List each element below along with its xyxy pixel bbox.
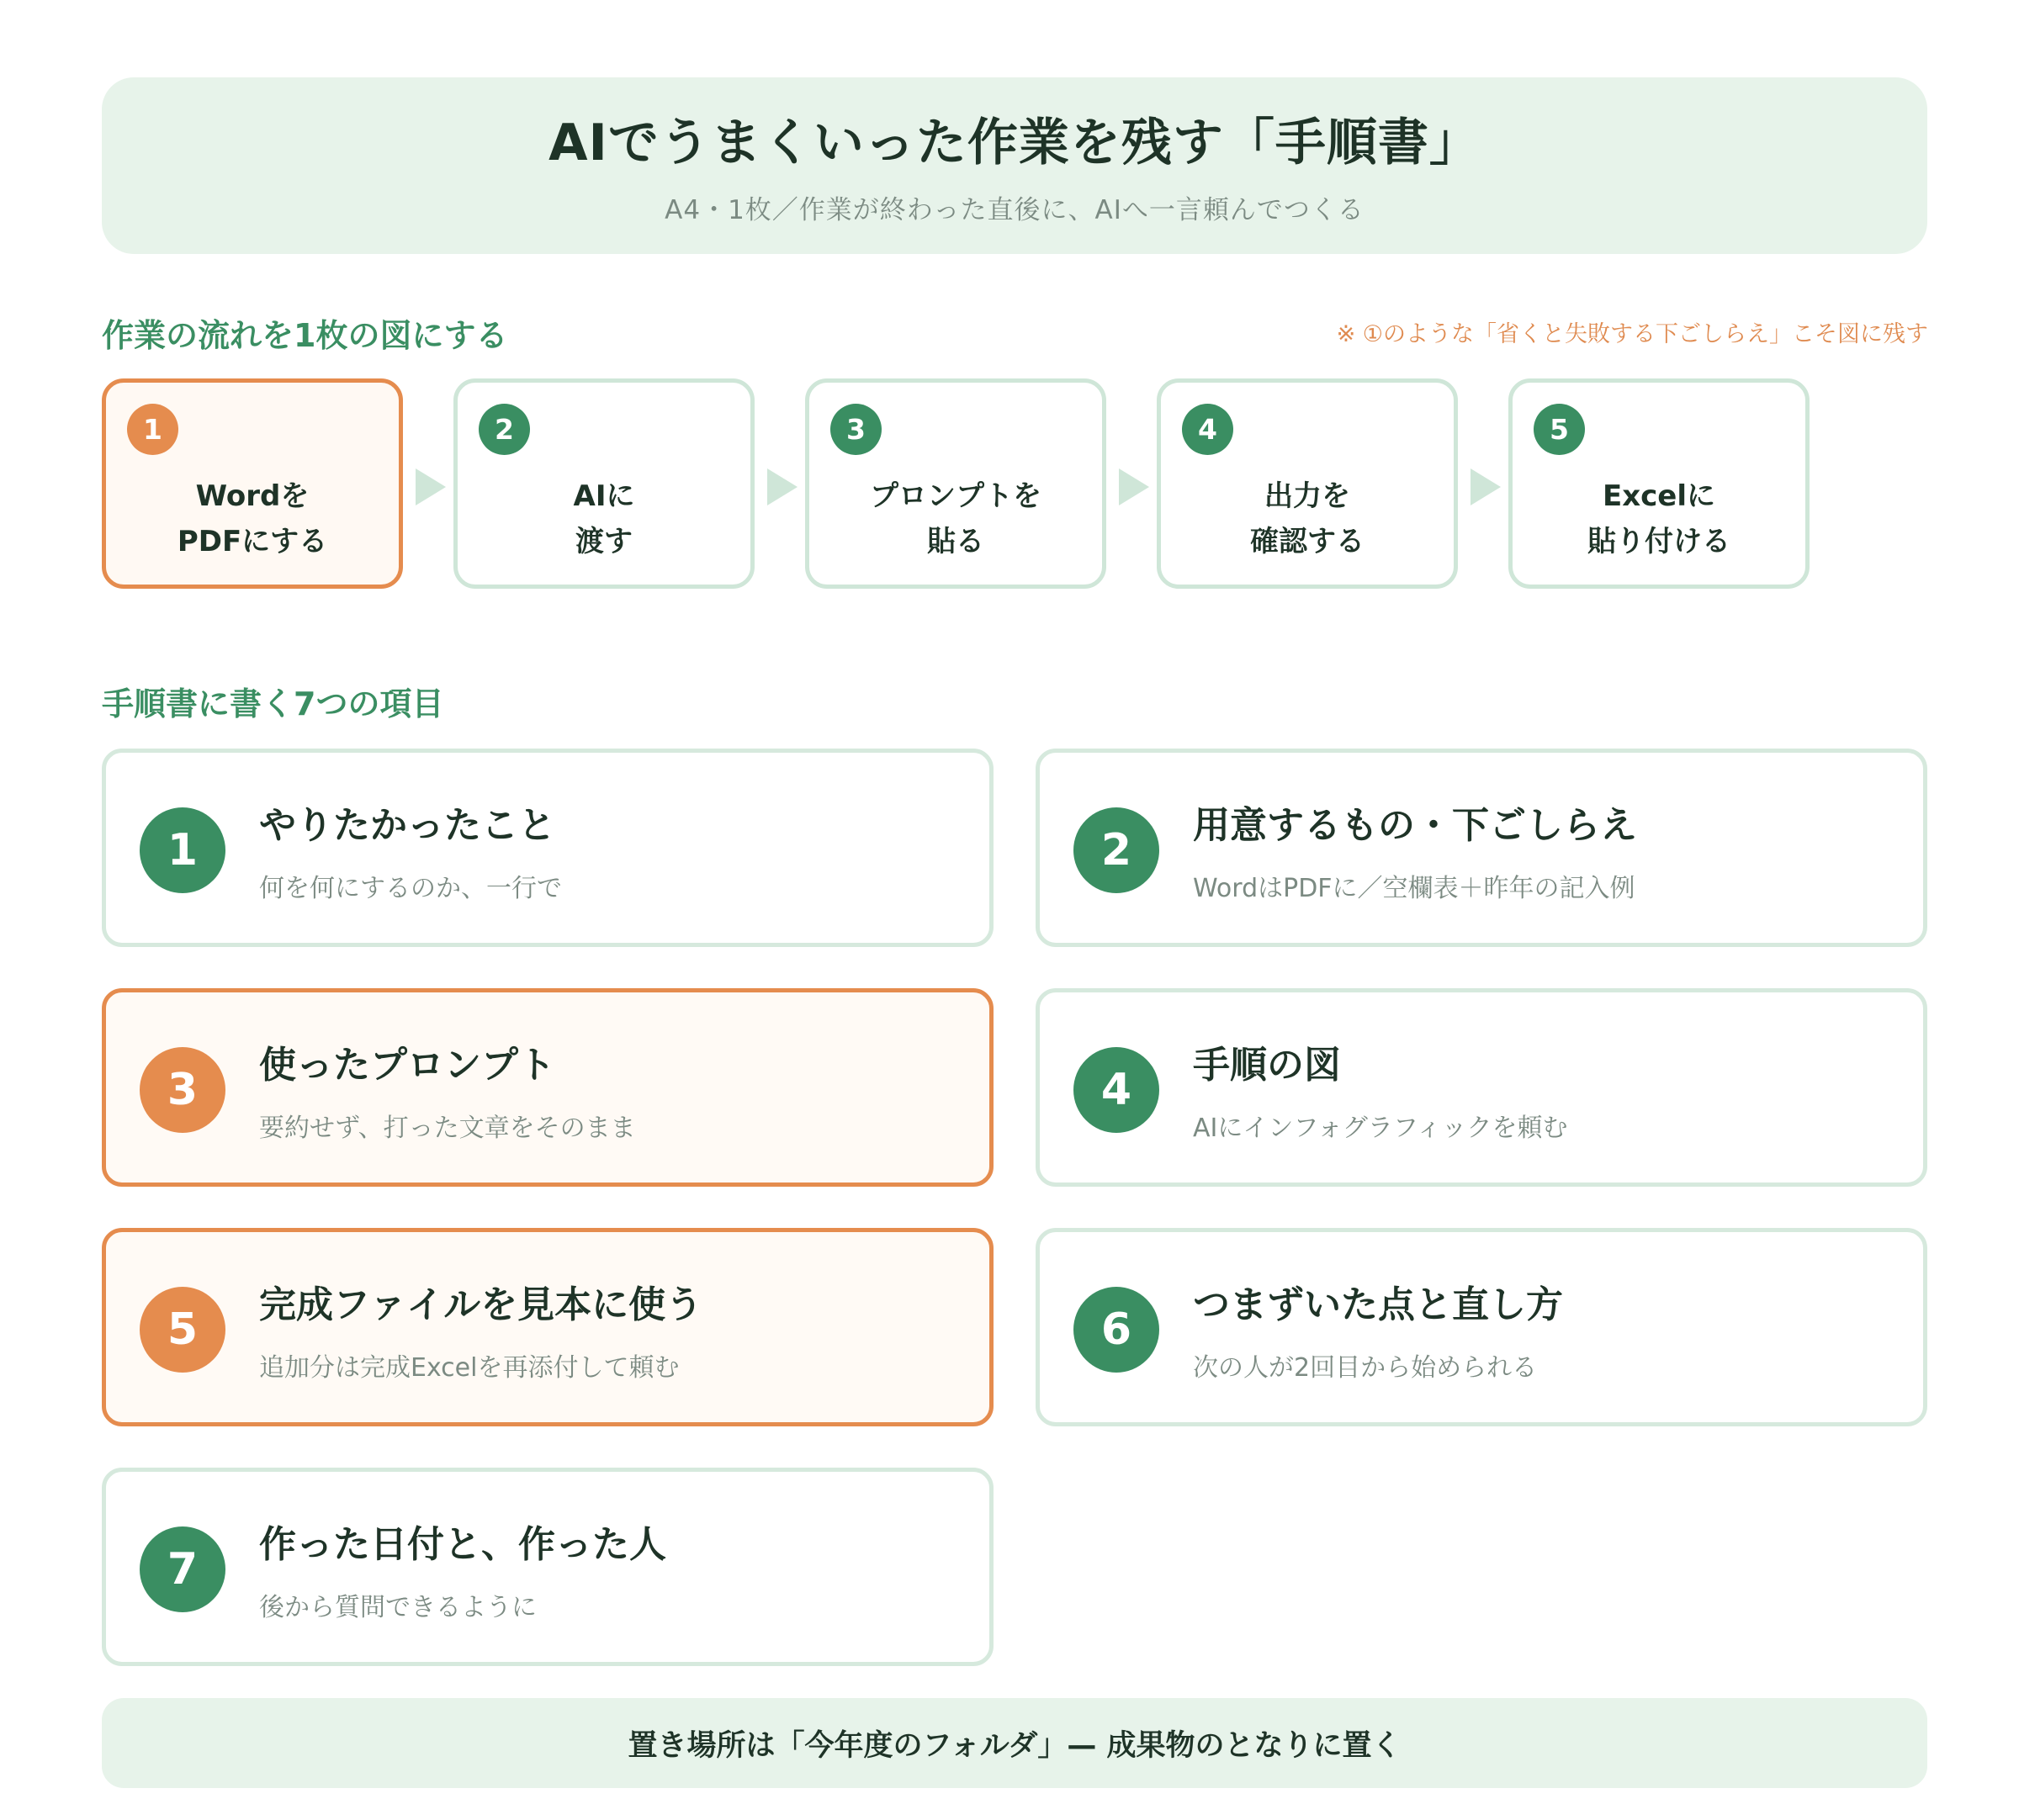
item-number-badge: 6 (1073, 1287, 1159, 1373)
item-number-badge: 2 (1073, 807, 1159, 893)
step-label-line2: 貼る (927, 525, 984, 558)
item-title: 作った日付と、作った人 (259, 1523, 666, 1566)
arrow-right-icon (1471, 468, 1501, 505)
item-number-badge: 4 (1073, 1047, 1159, 1133)
flow-section-title: 作業の流れを1枚の図にする (102, 317, 508, 354)
item-description: AIにインフォグラフィックを頼む (1193, 1114, 1568, 1143)
item-card-3 (102, 988, 994, 1187)
item-card-6 (1036, 1228, 1927, 1426)
step-label (106, 474, 399, 564)
footer-banner (102, 1698, 1927, 1788)
item-description: 何を何にするのか、一行で (259, 874, 562, 903)
item-card-7 (102, 1468, 994, 1666)
flow-step-1 (102, 378, 403, 589)
item-number-badge: 3 (140, 1047, 225, 1133)
step-number-badge: 3 (830, 404, 882, 455)
step-label-line1: 出力を (1264, 479, 1350, 513)
flow-step-2 (453, 378, 755, 589)
item-number-badge: 7 (140, 1526, 225, 1612)
item-number-badge: 5 (140, 1287, 225, 1373)
item-description: 後から質問できるように (259, 1593, 537, 1622)
step-number-badge: 4 (1182, 404, 1233, 455)
item-title: やりたかったこと (259, 804, 555, 847)
step-number-badge: 5 (1534, 404, 1585, 455)
step-label-line1: Wordを (195, 479, 310, 513)
flow-step-5 (1508, 378, 1810, 589)
item-card-4 (1036, 988, 1927, 1187)
step-label-line2: 貼り付ける (1587, 525, 1730, 558)
items-section-title: 手順書に書く7つの項目 (102, 685, 444, 722)
item-description: 追加分は完成Excelを再添付して頼む (259, 1353, 680, 1383)
arrow-right-icon (416, 468, 446, 505)
footer-text: 置き場所は「今年度のフォルダ」— 成果物のとなりに置く (628, 1728, 1402, 1763)
arrow-right-icon (767, 468, 798, 505)
step-label (458, 474, 750, 564)
flow-step-3 (805, 378, 1106, 589)
step-number-badge: 1 (127, 404, 178, 455)
step-label-line1: AIに (573, 479, 635, 513)
item-card-1 (102, 749, 994, 947)
item-description: 要約せず、打った文章をそのまま (259, 1114, 636, 1143)
step-label (1513, 474, 1805, 564)
step-number-badge: 2 (479, 404, 530, 455)
step-label-line1: Excelに (1602, 479, 1716, 513)
item-title: 使ったプロンプト (259, 1044, 555, 1087)
step-label (1161, 474, 1454, 564)
step-label-line2: PDFにする (177, 525, 328, 558)
step-label-line2: 渡す (575, 525, 633, 558)
item-title: 完成ファイルを見本に使う (259, 1283, 703, 1326)
item-title: 用意するもの・下ごしらえ (1193, 804, 1637, 847)
item-title: 手順の図 (1193, 1044, 1341, 1087)
page-title: AIでうまくいった作業を残す「手順書」 (548, 114, 1481, 172)
item-card-5 (102, 1228, 994, 1426)
step-label-line2: 確認する (1250, 525, 1365, 558)
item-title: つまずいた点と直し方 (1193, 1283, 1563, 1326)
item-card-2 (1036, 749, 1927, 947)
item-number-badge: 1 (140, 807, 225, 893)
page-subtitle: A4・1枚／作業が終わった直後に、AIへ一言頼んでつくる (665, 195, 1365, 225)
item-description: 次の人が2回目から始められる (1193, 1353, 1538, 1383)
flow-note: ※ ①のような「省くと失敗する下ごしらえ」こそ図に残す (1336, 321, 1928, 347)
item-description: WordはPDFに／空欄表＋昨年の記入例 (1193, 874, 1635, 903)
flow-step-4 (1157, 378, 1458, 589)
step-label-line1: プロンプトを (870, 479, 1041, 513)
header-banner (102, 77, 1927, 254)
arrow-right-icon (1119, 468, 1149, 505)
step-label (809, 474, 1102, 564)
